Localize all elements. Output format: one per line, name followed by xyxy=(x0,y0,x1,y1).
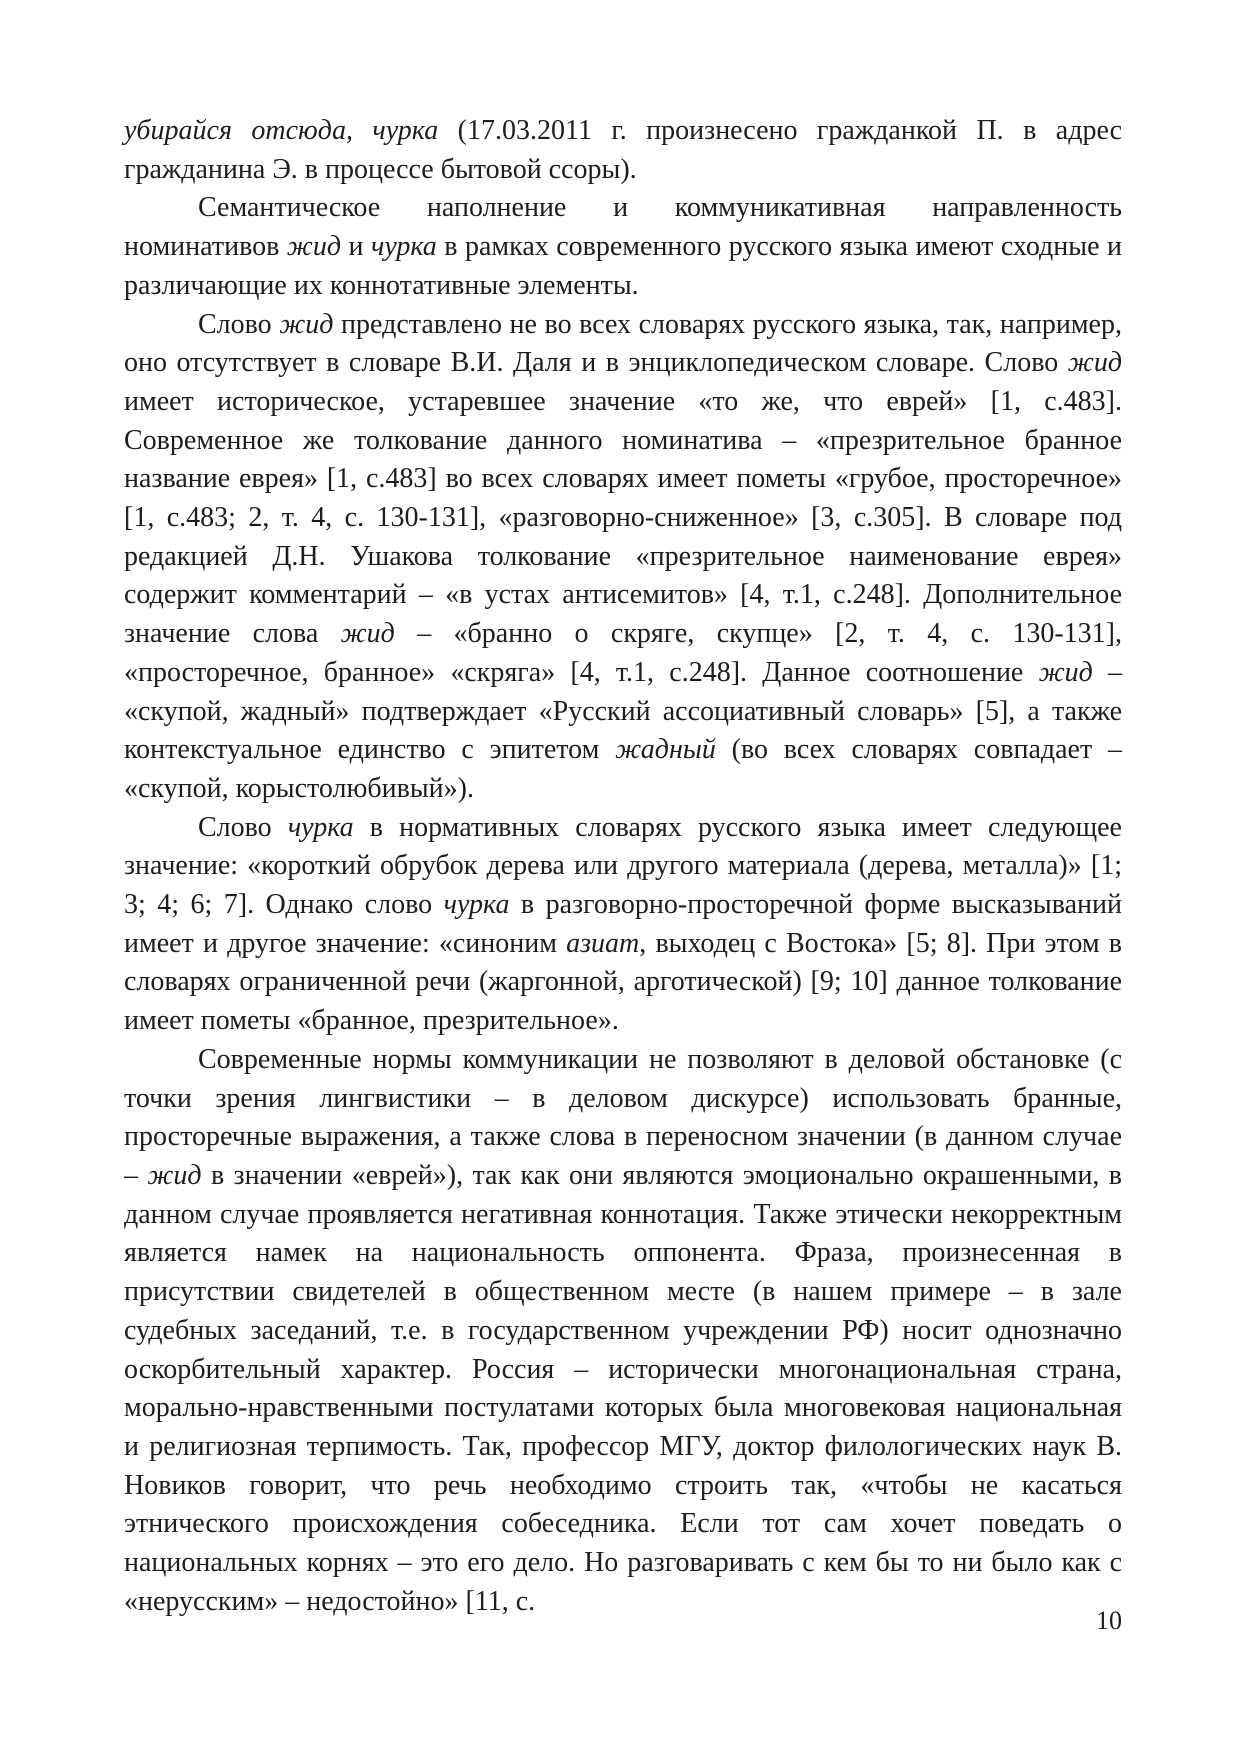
text-run: в значении «еврей»), так как они являются эмоционально окрашенными, в данном случае проявляется негативная коннотация. Также этически некорректным является намек на национальность оппонента. Фраза, произнесенная в присутствии свидетелей в общественном месте (в нашем примере – в зале судебных заседаний, т.е. в государственном учреждении РФ) носит однозначно оскорбительный характер. Россия – исторически многонациональная страна, морально-нравственными постулатами которых была многовековая национальная и религиозная терпимость. Так, профессор МГУ, доктор филологических наук В. Новиков говорит, что речь необходимо строить так, «чтобы не касаться этнического происхождения собеседника. Если тот сам хочет поведать о национальных корнях – это его дело. Но разговаривать с кем бы то ни было как с «нерусским» – недостойно» [11, с. xyxy=(124,1159,1123,1617)
italic-term: жид xyxy=(286,231,342,263)
text-run: Слово xyxy=(198,811,288,843)
text-run: в рамках современного русского языка имеют сходные и различающие их коннотативные элементы. xyxy=(124,231,1122,301)
italic-term: чурка xyxy=(443,889,510,921)
text-run: и xyxy=(341,231,371,263)
paragraph xyxy=(124,112,1122,189)
paragraph xyxy=(124,189,1122,305)
text-run: в нормативных словарях русского языка имеет следующее значение: «короткий обрубок дерева или другого материала (дерева, металла)» [1; 3; 4; 6; 7]. Однако слово xyxy=(124,811,1122,921)
page-number: 10 xyxy=(1096,1606,1122,1635)
text-run: , выходец с Востока» [5; 8]. При этом в словарях ограниченной речи (жаргонной, арготической) [9; 10] данное толкование имеет пометы «бранное, презрительное». xyxy=(124,927,1122,1037)
italic-term: чурка xyxy=(370,231,437,263)
paragraph xyxy=(124,1041,1122,1622)
text-run: имеет историческое, устаревшее значение «то же, что еврей» [1, с.483]. Современное же толкование данного номинатива – «презрительное бранное название еврея» [1, с.483] во всех словарях имеет пометы «грубое, просторечное» [1, с.483; 2, т. 4, с. 130-131], «разговорно-сниженное» [3, с.305]. В словаре под редакцией Д.Н. Ушакова толкование «презрительное наименование еврея» содержит комментарий – «в устах антисемитов» [4, т.1, с.248]. Дополнительное значение слова xyxy=(124,385,1122,650)
italic-term: жид xyxy=(1067,347,1122,379)
text-run: – «бранно о скряге, скупце» [2, т. 4, с. 130-131], «просторечное, бранное» «скряга» [4, т.1, с.248]. Данное соотношение xyxy=(124,618,1122,688)
text-run: (во всех словарях совпадает – «скупой, корыстолюбивый»). xyxy=(124,734,1122,804)
text-run: – «скупой, жадный» подтверждает «Русский ассоциативный словарь» [5], а также контекстуальное единство с эпитетом xyxy=(124,656,1123,766)
italic-term: чурка xyxy=(287,811,354,843)
italic-term: жид xyxy=(279,308,334,340)
text-run: Современные нормы коммуникации не позволяют в деловой обстановке (с точки зрения лингвистики – в деловом дискурсе) использовать бранные, просторечные выражения, а также слова в переносном значении (в данном случае – xyxy=(124,1043,1122,1191)
italic-term: жадный xyxy=(615,734,716,766)
italic-term: жид xyxy=(340,618,395,650)
text-run: Семантическое наполнение и коммуникативная направленность номинативов xyxy=(124,192,1122,263)
italic-term: жид xyxy=(1038,656,1093,688)
text-run: (17.03.2011 г. произнесено гражданкой П. в адрес гражданина Э. в процессе бытовой ссоры). xyxy=(124,115,1122,185)
paragraph xyxy=(124,306,1122,809)
italic-term: азиат xyxy=(566,927,640,959)
italic-term: жид xyxy=(147,1159,202,1191)
text-run: представлено не во всех словарях русского языка, так, например, оно отсутствует в словаре В.И. Даля и в энциклопедическом словаре. Слово xyxy=(124,308,1122,379)
text-run: Слово xyxy=(198,308,280,340)
text-run: в разговорно-просторечной форме высказываний имеет и другое значение: «синоним xyxy=(124,889,1122,959)
paragraph xyxy=(124,809,1122,1041)
body-text xyxy=(124,112,1122,1621)
italic-term: убирайся отсюда, чурка xyxy=(124,115,439,146)
